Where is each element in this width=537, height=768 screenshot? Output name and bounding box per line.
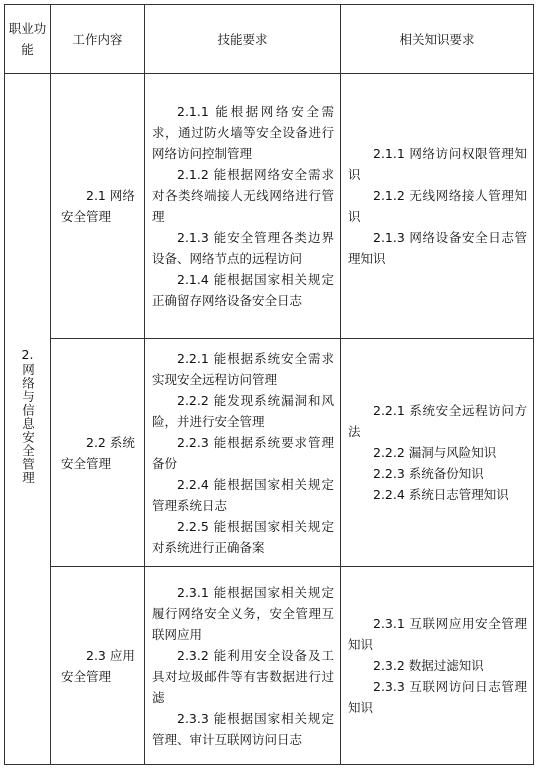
table-row <box>5 339 534 567</box>
skills-cell <box>145 567 341 765</box>
skill-item: 2.2.3 能根据系统要求管理备份 <box>152 434 334 471</box>
skill-item: 2.3.3 能根据国家相关规定管理、审计互联网访问日志 <box>152 710 334 747</box>
work-area-cell <box>51 339 145 567</box>
work-area-label: 2.2 系统安全管理 <box>61 434 135 471</box>
knowledge-item: 2.1.3 网络设备安全日志管理知识 <box>348 230 527 266</box>
domain-cell <box>5 74 51 765</box>
header-skills: 技能要求 <box>145 5 341 74</box>
knowledge-item: 2.3.3 互联网访问日志管理知识 <box>348 679 527 715</box>
work-area-label: 2.1 网络安全管理 <box>61 188 135 224</box>
competency-table <box>4 4 534 765</box>
skill-item: 2.2.2 能发现系统漏洞和风险，并进行安全管理 <box>152 392 334 429</box>
knowledge-item: 2.2.4 系统日志管理知识 <box>373 487 509 502</box>
knowledge-item: 2.3.1 互联网应用安全管理知识 <box>348 616 527 652</box>
knowledge-item: 2.2.1 系统安全远程访问方法 <box>348 403 527 439</box>
work-area-cell <box>51 567 145 765</box>
skill-item: 2.2.5 能根据国家相关规定对系统进行正确备案 <box>152 518 334 555</box>
skills-cell <box>145 339 341 567</box>
skill-item: 2.2.4 能根据国家相关规定管理系统日志 <box>152 476 334 513</box>
knowledge-item: 2.1.1 网络访问权限管理知识 <box>348 146 527 182</box>
work-area-cell <box>51 74 145 339</box>
knowledge-cell <box>341 74 534 339</box>
knowledge-item: 2.2.2 漏洞与风险知识 <box>373 445 497 460</box>
skills-cell <box>145 74 341 339</box>
domain-name: 网络与信息安全管理 <box>20 363 36 485</box>
table-row <box>5 567 534 765</box>
knowledge-cell <box>341 339 534 567</box>
table-row <box>5 74 534 339</box>
domain-number: 2. <box>21 347 34 363</box>
skill-item: 2.1.1 能根据网络安全需求，通过防火墙等安全设备进行网络访问控制管理 <box>152 104 334 161</box>
header-row <box>5 5 534 74</box>
skill-item: 2.2.1 能根据系统安全需求实现安全远程访问管理 <box>152 350 334 387</box>
knowledge-cell <box>341 567 534 765</box>
skill-item: 2.1.3 能安全管理各类边界设备、网络节点的远程访问 <box>152 230 334 266</box>
header-knowledge: 相关知识要求 <box>341 5 534 74</box>
skill-item: 2.3.1 能根据国家相关规定履行网络安全义务，安全管理互联网应用 <box>152 584 334 642</box>
work-area-label: 2.3 应用安全管理 <box>61 647 135 684</box>
header-function: 职业功能 <box>5 5 51 74</box>
skill-item: 2.1.4 能根据国家相关规定正确留存网络设备安全日志 <box>152 272 334 308</box>
knowledge-item: 2.3.2 数据过滤知识 <box>373 658 484 673</box>
skill-item: 2.1.2 能根据网络安全需求对各类终端接人无线网络进行管理 <box>152 167 334 224</box>
header-work-content: 工作内容 <box>51 5 145 74</box>
knowledge-item: 2.2.3 系统备份知识 <box>373 466 484 481</box>
knowledge-item: 2.1.2 无线网络接人管理知识 <box>348 188 527 224</box>
skill-item: 2.3.2 能利用安全设备及工具对垃圾邮件等有害数据进行过滤 <box>152 647 334 705</box>
